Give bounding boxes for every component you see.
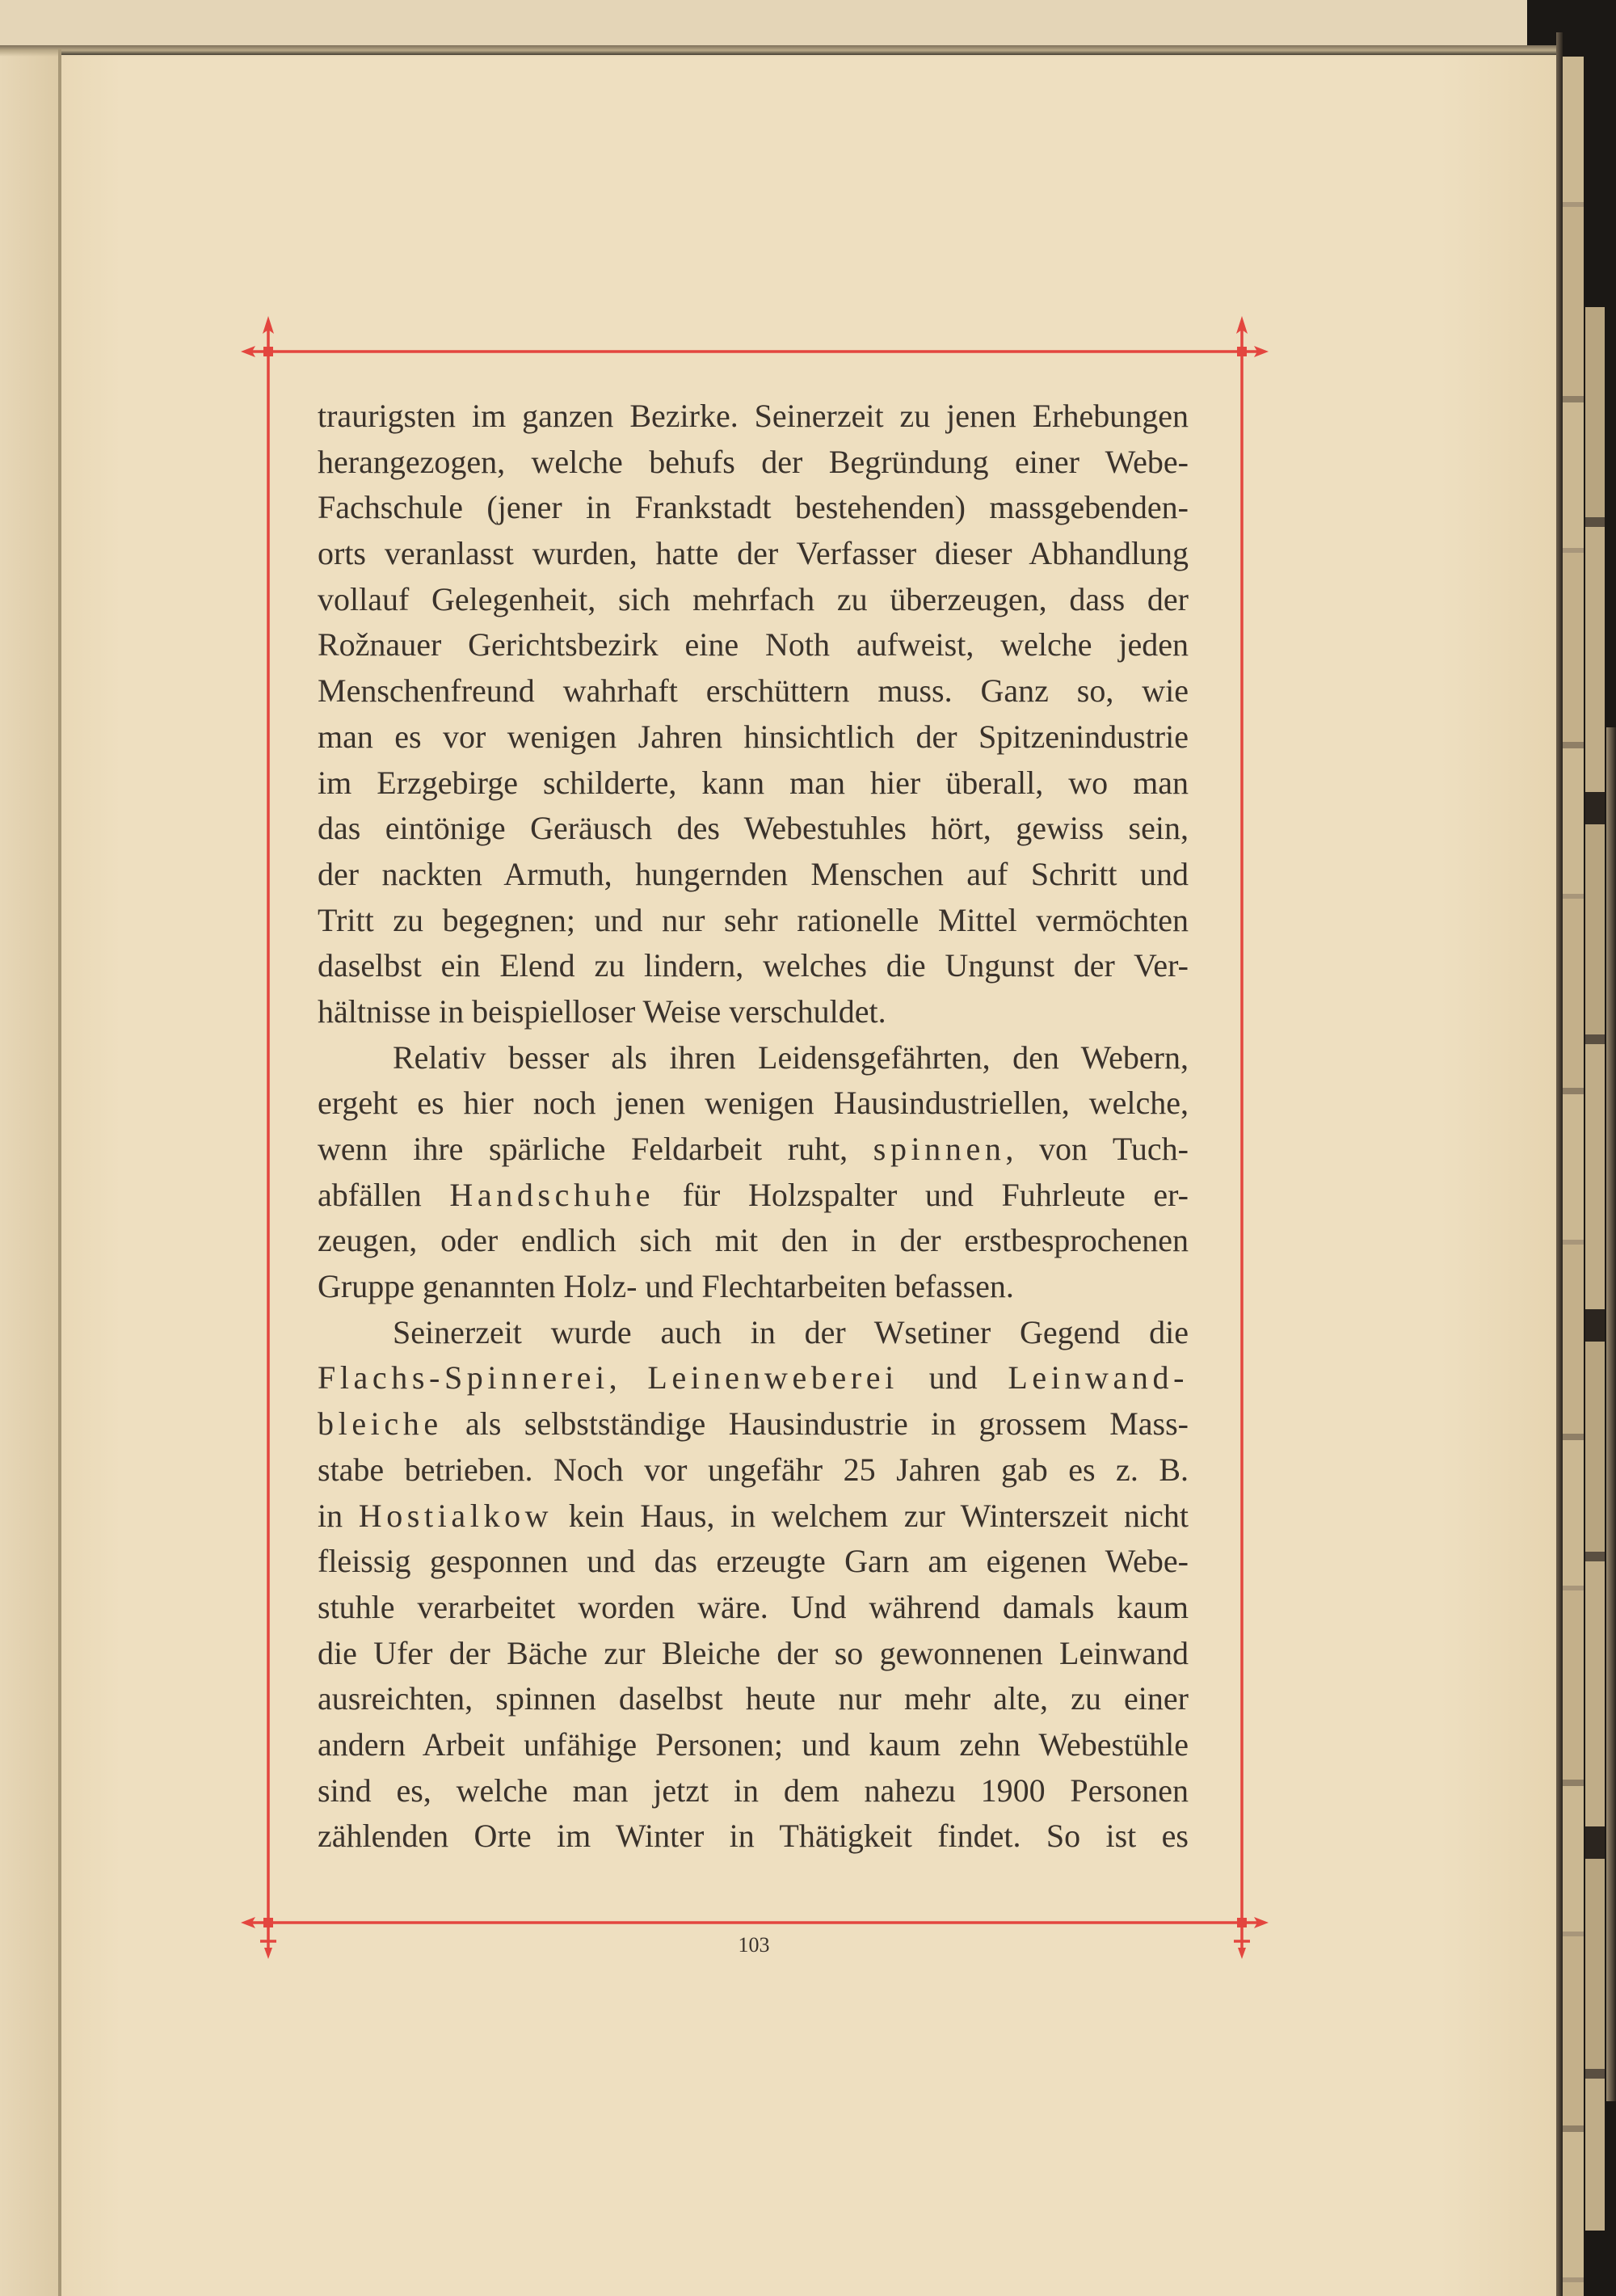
text-line: daselbst ein Elend zu lindern, welches die Ungunst der Ver-	[318, 947, 1189, 984]
text-line: vollauf Gelegenheit, sich mehrfach zu überzeugen, dass der	[318, 580, 1189, 617]
text-line: Menschenfreund wahrhaft erschüttern muss. Ganz so, wie	[318, 672, 1189, 710]
text-line	[318, 1493, 1189, 1540]
spaced-word: bleiche	[318, 1405, 443, 1443]
frame-corner-top-left	[263, 347, 273, 356]
line-text: kein Haus, in welchem zur Winterszeit nicht	[553, 1497, 1189, 1534]
text-line: stabe betrieben. Noch vor ungefähr 25 Jahren gab es z. B.	[318, 1451, 1189, 1488]
spaced-word: spinnen	[873, 1131, 1006, 1167]
text-line	[318, 1401, 1189, 1447]
frame-tip-bottom-right	[1238, 1948, 1246, 1959]
line-text: , von Tuch-	[1005, 1131, 1189, 1167]
text-line: der nackten Armuth, hungernden Menschen auf Schritt und	[318, 855, 1189, 892]
text-line: Tritt zu begegnen; und nur sehr rationelle Mittel vermöchten	[318, 901, 1189, 938]
text-line	[318, 1173, 1189, 1219]
frame-corner-bottom-right	[1237, 1918, 1247, 1927]
text-line: andern Arbeit unfähige Personen; und kaum zehn Webestühle	[318, 1725, 1189, 1763]
text-line: Rožnauer Gerichtsbezirk eine Noth aufweist, welche jeden	[318, 626, 1189, 664]
spaced-word: Leinenweberei	[647, 1359, 898, 1397]
text-line: das eintönige Geräusch des Webestuhles hört, gewiss sein,	[318, 810, 1189, 847]
paragraph-first-line: Seinerzeit wurde auch in der Wsetiner Gegend die	[393, 1313, 1189, 1350]
text-line: orts veranlasst wurden, hatte der Verfasser dieser Abhandlung	[318, 535, 1189, 572]
spaced-word: Hostialkow	[358, 1497, 553, 1534]
text-line: Fachschule (jener in Frankstadt bestehenden) massgebenden-	[318, 489, 1189, 526]
paragraph-end-line: Gruppe genannten Holz- und Flechtarbeiten befassen.	[318, 1268, 1014, 1305]
text-line: traurigsten im ganzen Bezirke. Seinerzeit zu jenen Erhebungen	[318, 398, 1189, 434]
spaced-word: Leinwand-	[1008, 1359, 1189, 1397]
text-line: herangezogen, welche behufs der Begründung einer Webe-	[318, 443, 1189, 480]
frame-tip-bottom-left	[264, 1948, 272, 1959]
text-line: ausreichten, spinnen daselbst heute nur mehr alte, zu einer	[318, 1680, 1189, 1717]
line-text: als selbstständige Hausindustrie in grossem Mass-	[442, 1405, 1189, 1443]
text-line: ergeht es hier noch jenen wenigen Hausindustriellen, welche,	[318, 1085, 1189, 1122]
frame-corner-top-right	[1237, 347, 1247, 356]
line-text: für Holzspalter und Fuhrleute er-	[654, 1176, 1189, 1213]
text-line	[318, 1355, 1189, 1401]
line-text: ,	[608, 1359, 648, 1397]
paragraph-end-line: hältnisse in beispielloser Weise verschuldet.	[318, 992, 886, 1030]
line-text: und	[898, 1359, 1008, 1397]
text-line: sind es, welche man jetzt in dem nahezu 1900 Personen	[318, 1772, 1189, 1809]
spaced-word: Handschuhe	[449, 1176, 655, 1213]
paragraph-first-line: Relativ besser als ihren Leidensgefährten, den Webern,	[393, 1038, 1189, 1076]
body-text	[318, 394, 1189, 1860]
text-line: die Ufer der Bäche zur Bleiche der so gewonnenen Leinwand	[318, 1634, 1189, 1671]
frame-corner-bottom-left	[263, 1918, 273, 1927]
text-line: man es vor wenigen Jahren hinsichtlich der Spitzenindustrie	[318, 718, 1189, 755]
text-line: stuhle verarbeitet worden wäre. Und während damals kaum	[318, 1588, 1189, 1625]
text-line: zählenden Orte im Winter in Thätigkeit findet. So ist es	[318, 1818, 1189, 1855]
text-line: fleissig gesponnen und das erzeugte Garn am eigenen Webe-	[318, 1543, 1189, 1580]
page-number: 103	[738, 1933, 770, 1957]
text-line: zeugen, oder endlich sich mit den in der erstbesprochenen	[318, 1222, 1189, 1259]
spaced-word: Flachs-Spinnerei	[318, 1359, 609, 1397]
line-text: wenn ihre spärliche Feldarbeit ruht,	[318, 1131, 873, 1167]
line-text: abfällen	[318, 1176, 450, 1213]
line-text: in	[318, 1497, 359, 1534]
text-line	[318, 1127, 1189, 1173]
text-line: im Erzgebirge schilderte, kann man hier überall, wo man	[318, 764, 1189, 801]
